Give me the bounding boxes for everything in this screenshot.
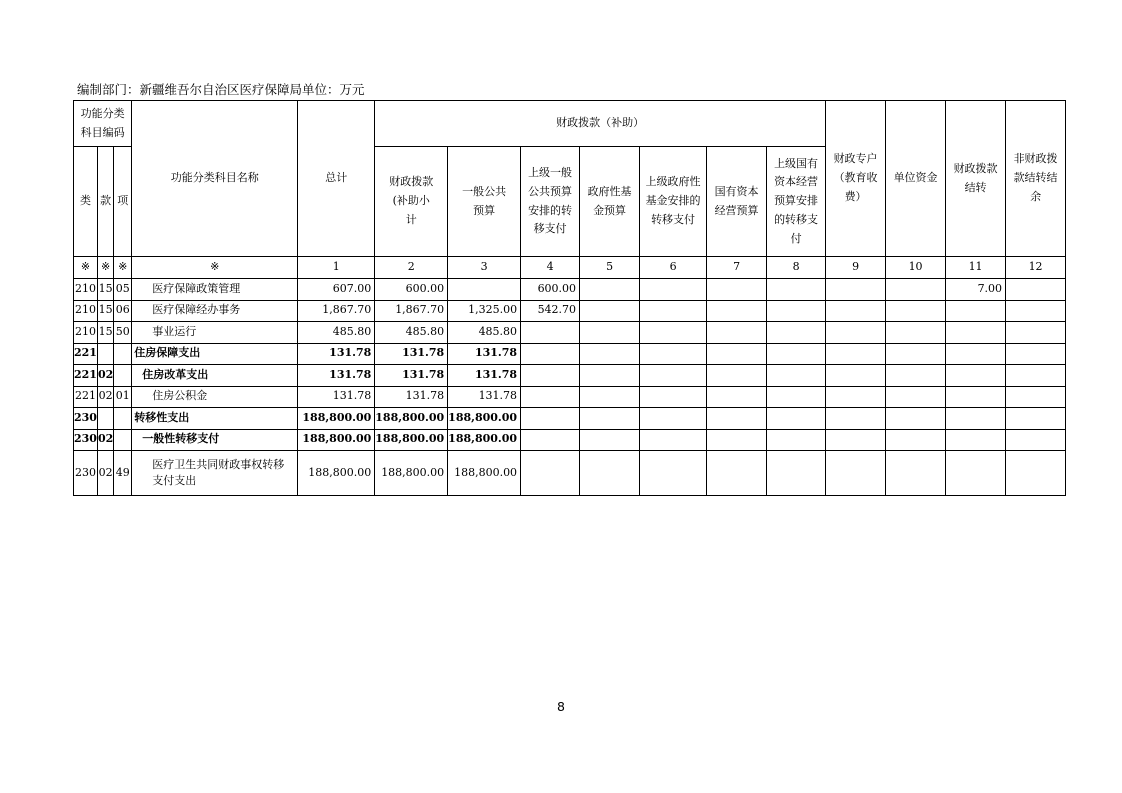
value-cell [946,386,1006,408]
value-cell [580,429,640,451]
value-cell: 542.70 [521,300,580,322]
header-line: 款结转结 [1013,171,1058,185]
budget-table [73,100,1066,496]
value-cell: 485.80 [298,322,375,344]
value-cell [946,300,1006,322]
value-cell [946,322,1006,344]
header-line: 费） [844,189,867,203]
value-cell: 188,800.00 [448,451,521,496]
value-cell [640,300,707,322]
header-line: 移支付 [533,222,567,236]
value-cell [946,365,1006,387]
subject-name: 医疗保障经办事务 [132,300,298,322]
value-cell [826,429,886,451]
column-index: ※ [114,257,132,279]
header-line: 公共预算 [528,184,573,198]
header-line: 预算安排 [774,194,819,208]
column-index: 7 [707,257,767,279]
subject-name: 医疗卫生共同财政事权转移支付支出 [132,451,298,496]
fiscal-sub-header-5 [640,147,707,257]
value-cell [826,408,886,430]
code-xiang [114,408,132,430]
value-cell: 485.80 [375,322,448,344]
subject-name: 住房改革支出 [132,365,298,387]
fiscal-sub-header-1 [375,147,448,257]
value-cell [521,365,580,387]
subject-name: 住房保障支出 [132,343,298,365]
column-index: 10 [886,257,946,279]
value-cell [886,300,946,322]
value-cell [767,279,826,301]
value-cell [826,279,886,301]
table-row [74,386,1066,408]
column-index: 4 [521,257,580,279]
value-cell: 188,800.00 [375,451,448,496]
value-cell [1006,279,1066,301]
value-cell: 188,800.00 [298,408,375,430]
column-index: 12 [1006,257,1066,279]
value-cell: 131.78 [448,386,521,408]
header-line: 计 [405,212,417,226]
code-kuan: 02 [97,429,113,451]
value-cell [707,386,767,408]
value-cell: 131.78 [375,343,448,365]
table-row [74,279,1066,301]
table-row [74,429,1066,451]
value-cell [1006,300,1066,322]
table-row [74,365,1066,387]
value-cell [1006,343,1066,365]
value-cell [767,429,826,451]
column-index-row [74,257,1066,279]
value-cell [767,386,826,408]
value-cell [826,365,886,387]
value-cell [826,322,886,344]
header-line: 基金安排的 [645,194,701,208]
column-index: 2 [375,257,448,279]
value-cell [580,343,640,365]
code-header-3: 项 [114,147,132,257]
value-cell [580,322,640,344]
subject-name: 医疗保障政策管理 [132,279,298,301]
code-xiang [114,343,132,365]
header-line: 预算 [473,203,496,217]
code-xiang: 01 [114,386,132,408]
value-cell [767,408,826,430]
value-cell: 1,867.70 [375,300,448,322]
code-kuan [97,343,113,365]
total-header: 总计 [298,101,375,257]
column-index: 1 [298,257,375,279]
value-cell [521,429,580,451]
value-cell: 131.78 [298,365,375,387]
code-lei: 221 [74,365,98,387]
other-header-2 [886,101,946,257]
table-caption: 编制部门：新疆维吾尔自治区医疗保障局单位：万元 [77,82,365,97]
value-cell [946,343,1006,365]
value-cell [946,451,1006,496]
value-cell [521,451,580,496]
header-line: 功能分类 [80,106,125,120]
value-cell [826,343,886,365]
column-index: 6 [640,257,707,279]
code-kuan: 02 [97,451,113,496]
subject-name: 转移性支出 [132,408,298,430]
header-row-1 [74,101,1066,147]
value-cell: 600.00 [521,279,580,301]
value-cell [886,322,946,344]
value-cell [580,386,640,408]
column-index: ※ [74,257,98,279]
value-cell [521,343,580,365]
code-xiang: 50 [114,322,132,344]
code-kuan: 15 [97,322,113,344]
value-cell [886,279,946,301]
subject-name: 住房公积金 [132,386,298,408]
header-line: 财政拨款 [389,175,434,189]
header-line: 上级国有 [774,156,819,170]
value-cell [640,343,707,365]
value-cell [707,429,767,451]
column-index: 3 [448,257,521,279]
header-line: 国有资本 [714,184,759,198]
header-line: 非财政拨 [1013,152,1058,166]
header-line: 上级政府性 [645,175,701,189]
code-xiang [114,365,132,387]
value-cell [1006,322,1066,344]
value-cell: 188,800.00 [448,429,521,451]
code-lei: 210 [74,322,98,344]
table-row [74,343,1066,365]
code-lei: 230 [74,451,98,496]
other-header-3 [946,101,1006,257]
subject-name: 事业运行 [132,322,298,344]
header-line: 结转 [964,180,987,194]
value-cell [640,279,707,301]
table-row [74,322,1066,344]
value-cell: 600.00 [375,279,448,301]
header-line: 付 [790,231,802,245]
value-cell: 131.78 [298,343,375,365]
fiscal-sub-header-6 [707,147,767,257]
code-lei: 210 [74,279,98,301]
page-number: 8 [557,699,565,714]
column-index: ※ [132,257,298,279]
code-header-1: 类 [74,147,98,257]
value-cell: 188,800.00 [298,451,375,496]
value-cell [886,343,946,365]
header-line: 金预算 [593,203,627,217]
value-cell [707,343,767,365]
fiscal-sub-header-7 [767,147,826,257]
value-cell [707,322,767,344]
value-cell [640,322,707,344]
header-line: 的转移支 [774,212,819,226]
header-line: 一般公共 [462,184,507,198]
value-cell [826,300,886,322]
value-cell [767,322,826,344]
value-cell [521,386,580,408]
value-cell [886,429,946,451]
value-cell [1006,365,1066,387]
value-cell: 131.78 [298,386,375,408]
header-line: 资本经营 [774,175,819,189]
code-lei: 210 [74,300,98,322]
other-header-4 [1006,101,1066,257]
fiscal-sub-header-3 [521,147,580,257]
value-cell [1006,451,1066,496]
code-lei: 230 [74,408,98,430]
header-line: (补助小 [392,194,430,208]
value-cell: 188,800.00 [448,408,521,430]
code-group-header [74,101,132,147]
header-line: 财政拨款 [953,161,998,175]
value-cell [767,451,826,496]
value-cell [707,365,767,387]
value-cell [1006,408,1066,430]
value-cell [767,365,826,387]
value-cell [886,386,946,408]
value-cell: 131.78 [448,365,521,387]
value-cell [521,408,580,430]
header-line: 科目编码 [80,125,125,139]
header-line: 上级一般 [528,166,573,180]
value-cell [640,365,707,387]
table-row [74,451,1066,496]
table-row [74,408,1066,430]
header-line: 安排的转 [528,203,573,217]
fiscal-group-header: 财政拨款（补助） [375,101,826,147]
header-line: 政府性基 [587,184,632,198]
value-cell [886,408,946,430]
value-cell: 188,800.00 [375,429,448,451]
value-cell: 188,800.00 [375,408,448,430]
value-cell [707,279,767,301]
code-lei: 221 [74,343,98,365]
value-cell [826,451,886,496]
value-cell: 131.78 [375,365,448,387]
value-cell: 131.78 [448,343,521,365]
value-cell [826,386,886,408]
value-cell [707,300,767,322]
subject-name: 一般性转移支付 [132,429,298,451]
column-index: ※ [97,257,113,279]
value-cell [521,322,580,344]
value-cell: 1,325.00 [448,300,521,322]
value-cell [580,408,640,430]
fiscal-sub-header-2 [448,147,521,257]
code-kuan: 02 [97,365,113,387]
value-cell [580,279,640,301]
value-cell [580,300,640,322]
code-kuan [97,408,113,430]
code-xiang: 06 [114,300,132,322]
header-line: 财政专户 [833,152,878,166]
value-cell [1006,386,1066,408]
code-lei: 221 [74,386,98,408]
other-header-1 [826,101,886,257]
header-line: 余 [1030,189,1042,203]
value-cell [767,300,826,322]
value-cell [640,429,707,451]
value-cell [946,408,1006,430]
column-index: 11 [946,257,1006,279]
value-cell: 607.00 [298,279,375,301]
code-lei: 230 [74,429,98,451]
value-cell [448,279,521,301]
code-kuan: 15 [97,279,113,301]
value-cell [707,451,767,496]
value-cell [707,408,767,430]
code-xiang [114,429,132,451]
code-kuan: 15 [97,300,113,322]
column-index: 8 [767,257,826,279]
table-row [74,300,1066,322]
value-cell: 7.00 [946,279,1006,301]
value-cell [946,429,1006,451]
value-cell [886,365,946,387]
value-cell [580,451,640,496]
value-cell: 188,800.00 [298,429,375,451]
code-xiang: 49 [114,451,132,496]
column-index: 5 [580,257,640,279]
name-header: 功能分类科目名称 [132,101,298,257]
header-line: 转移支付 [651,212,696,226]
value-cell: 1,867.70 [298,300,375,322]
code-xiang: 05 [114,279,132,301]
value-cell: 485.80 [448,322,521,344]
header-line: （教育收 [833,171,878,185]
value-cell [640,451,707,496]
code-kuan: 02 [97,386,113,408]
column-index: 9 [826,257,886,279]
header-line: 单位资金 [893,171,938,185]
fiscal-sub-header-4 [580,147,640,257]
value-cell [767,343,826,365]
code-header-2: 款 [97,147,113,257]
value-cell [640,386,707,408]
value-cell [580,365,640,387]
value-cell [886,451,946,496]
header-line: 经营预算 [714,203,759,217]
value-cell [1006,429,1066,451]
value-cell [640,408,707,430]
value-cell: 131.78 [375,386,448,408]
